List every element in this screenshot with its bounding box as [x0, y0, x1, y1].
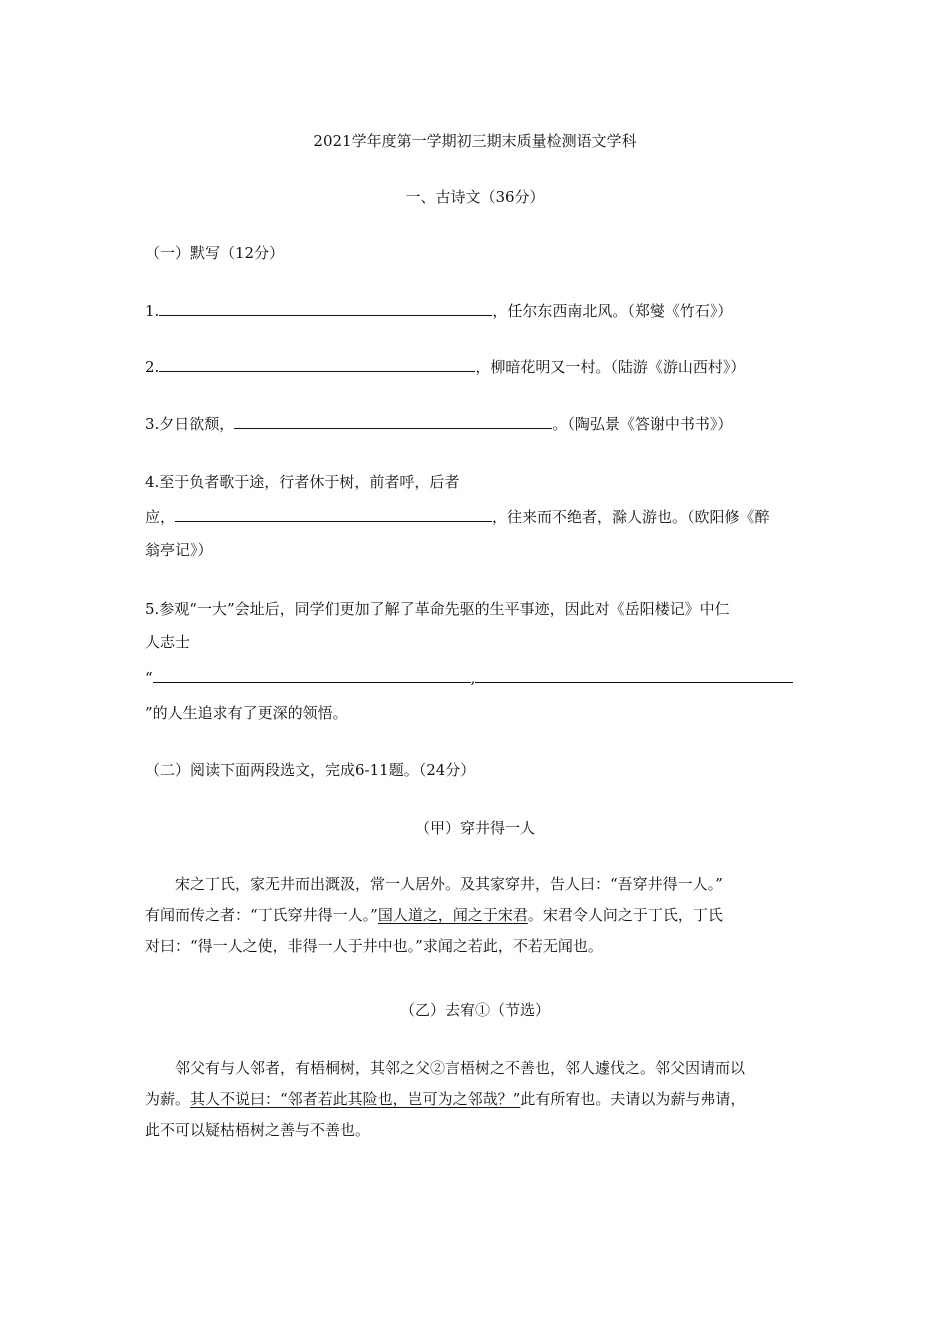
question-4-line-2	[145, 507, 770, 527]
text-a-line-3: 对曰：“得一人之使，非得一人于井中也。”求闻之若此，不若无闻也。	[145, 937, 603, 955]
text-a-line-1: 宋之丁氏，家无井而出溉汲，常一人居外。及其家穿井，告人曰：“吾穿井得一人。”	[175, 875, 723, 893]
question-1-text: ，任尔东西南北风。（郑燮《竹石》）	[492, 302, 733, 320]
section-heading-classical-poetry: 一、古诗文（36分）	[405, 188, 545, 206]
question-5-blank-1[interactable]	[153, 668, 471, 683]
question-5-line-3	[145, 668, 793, 688]
question-4-prefix: 应，	[145, 508, 176, 526]
question-4-line-3: 翁亭记》）	[145, 541, 213, 559]
part-heading-reading: （二）阅读下面两段选文，完成6-11题。（24分）	[145, 761, 476, 779]
question-4-line-1: 4.至于负者歌于途，行者休于树，前者呼，后者	[145, 473, 460, 491]
text-a-line-2-end: 。宋君令人问之于丁氏，丁氏	[527, 906, 723, 924]
question-3-prefix: 3.夕日欲颓，	[145, 415, 235, 433]
text-a-passage	[145, 869, 810, 962]
text-a-heading: （甲）穿井得一人	[414, 819, 535, 837]
question-5-line-2: 人志士	[145, 633, 191, 651]
exam-title: 2021学年度第一学期初三期末质量检测语文学科	[313, 132, 637, 150]
question-3-text: 。（陶弘景《答谢中书书》）	[552, 415, 733, 433]
text-b-line-2-start: 为薪。	[145, 1090, 191, 1108]
text-b-line-2	[145, 1084, 810, 1115]
question-4-blank[interactable]	[175, 507, 492, 522]
question-4-text: ，往来而不绝者，滁人游也。（欧阳修《醉	[492, 508, 770, 526]
question-2-number: 2.	[145, 358, 160, 376]
text-b-line-2-end: 此有所宥也。夫请以为薪与弗请，	[520, 1090, 746, 1108]
part-heading-dictation: （一）默写（12分）	[145, 244, 285, 262]
text-b-passage	[145, 1053, 810, 1146]
question-1	[145, 301, 732, 321]
text-b-line-3: 此不可以疑枯梧树之善与不善也。	[145, 1121, 371, 1139]
question-5-line-4: ”的人生追求有了更深的领悟。	[145, 704, 348, 722]
question-1-number: 1.	[145, 302, 160, 320]
question-2	[145, 357, 745, 377]
question-3	[145, 414, 732, 434]
text-a-underlined-sentence: 国人道之，闻之于宋君	[377, 906, 528, 924]
question-5-open-quote: “	[145, 669, 153, 687]
question-2-text: ，柳暗花明又一村。（陆游《游山西村》）	[475, 358, 746, 376]
question-2-blank[interactable]	[159, 357, 475, 372]
text-b-line-1: 邻父有与人邻者，有梧桐树，其邻之父②言梧树之不善也，邻人遽伐之。邻父因请而以	[175, 1059, 746, 1077]
question-5-separator: ,	[470, 669, 476, 687]
text-a-line-2-start: 有闻而传之者：“丁氏穿井得一人。”	[145, 906, 378, 924]
text-a-line-2	[145, 900, 810, 931]
question-5-blank-2[interactable]	[475, 668, 793, 683]
question-3-blank[interactable]	[234, 414, 552, 429]
text-b-heading: （乙）去宥①（节选）	[399, 1001, 550, 1019]
question-5-line-1: 5.参观“一大”会址后，同学们更加了解了革命先驱的生平事迹，因此对《岳阳楼记》中仁	[145, 600, 730, 618]
text-b-underlined-sentence: 其人不说曰：“邻者若此其险也，岂可为之邻哉？”	[190, 1090, 521, 1108]
question-1-blank[interactable]	[159, 301, 492, 316]
